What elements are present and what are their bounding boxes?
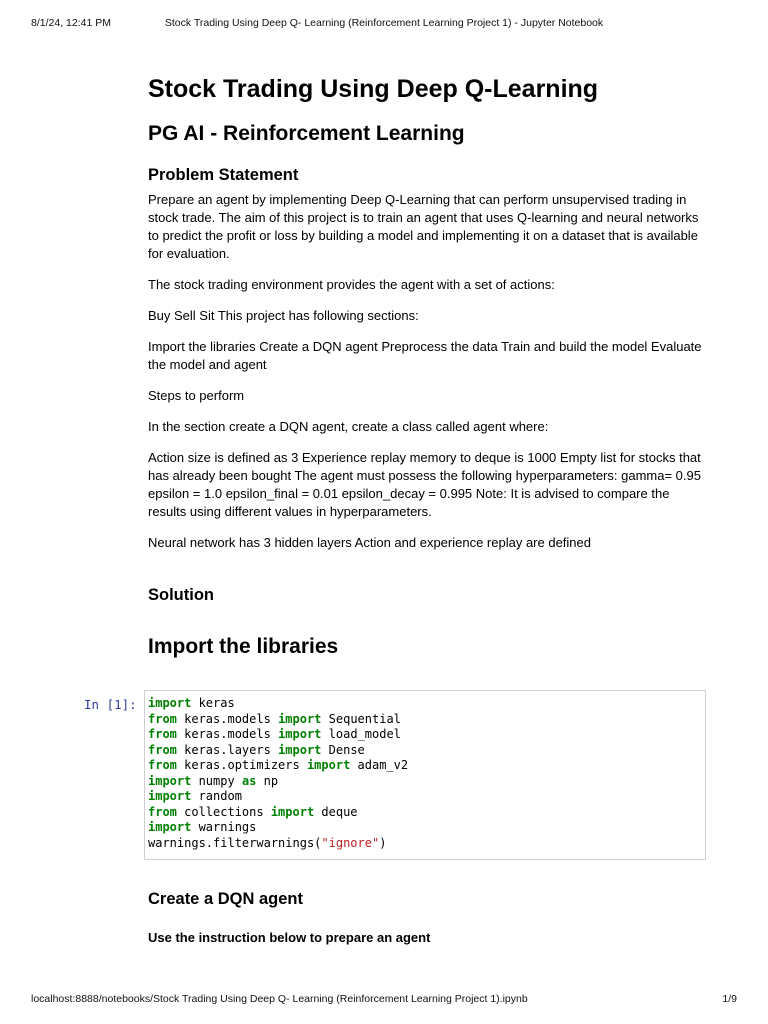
paragraph: Action size is defined as 3 Experience replay memory to deque is 1000 Empty list for stocks that has already been bought The agent must possess the following hyperparameters: gamma= 0.95 epsilon = 1.0 epsilon_final = 0.01 epsilon_decay = 0.995 Note: It is advised to compare the results using different values in hyperparameters.	[148, 450, 701, 519]
paragraph: Neural network has 3 hidden layers Action and experience replay are defined	[148, 535, 591, 550]
print-title: Stock Trading Using Deep Q- Learning (Reinforcement Learning Project 1) - Jupyter Notebook	[164, 17, 604, 29]
problem-statement-heading: Problem Statement	[148, 166, 299, 184]
code-line: import warnings	[148, 820, 257, 834]
print-date: 8/1/24, 12:41 PM	[31, 17, 111, 29]
paragraph: The stock trading environment provides the agent with a set of actions:	[148, 277, 555, 292]
code-line: from keras.models import Sequential	[148, 711, 401, 726]
code-line: from collections import deque	[148, 804, 358, 819]
cell-prompt: In [1]:	[84, 697, 137, 712]
page-number: 1/9	[722, 993, 737, 1005]
paragraph: Steps to perform	[148, 388, 245, 403]
notebook-subtitle: PG AI - Reinforcement Learning	[148, 122, 465, 145]
paragraph: Buy Sell Sit This project has following sections:	[148, 308, 419, 323]
notebook-content-lower	[148, 890, 708, 945]
paragraph: Prepare an agent by implementing Deep Q-Learning that can perform unsupervised trading in stock trade. The aim of this project is to train an agent that uses Q-learning and neural networks to predict the profit or loss by building a model and implementing it on a dataset that is available for evaluation.	[148, 192, 699, 261]
code-line: from keras.models import load_model	[148, 727, 401, 741]
notebook-title: Stock Trading Using Deep Q-Learning	[148, 75, 599, 103]
paragraph: In the section create a DQN agent, create a class called agent where:	[148, 419, 549, 434]
print-header	[0, 14, 768, 34]
create-dqn-agent-heading: Create a DQN agent	[148, 890, 303, 908]
print-url: localhost:8888/notebooks/Stock Trading Using Deep Q- Learning (Reinforcement Learning Project 1).ipynb	[31, 993, 528, 1005]
code-line: import random	[148, 789, 242, 803]
code-block[interactable]	[148, 696, 408, 851]
dqn-instruction: Use the instruction below to prepare an agent	[148, 930, 431, 945]
code-line: import keras	[148, 696, 235, 710]
print-footer	[0, 993, 768, 1013]
import-libraries-heading: Import the libraries	[148, 635, 339, 658]
code-line: from keras.optimizers import adam_v2	[148, 758, 409, 772]
code-line: from keras.layers import Dense	[148, 742, 365, 757]
paragraph: Import the libraries Create a DQN agent Preprocess the data Train and build the model Evaluate the model and agent	[148, 339, 702, 372]
code-cell[interactable]	[144, 690, 706, 860]
code-line: import numpy as np	[148, 773, 279, 788]
notebook-content	[148, 70, 708, 659]
solution-heading: Solution	[148, 586, 214, 604]
code-line: warnings.filterwarnings("ignore")	[148, 835, 387, 850]
